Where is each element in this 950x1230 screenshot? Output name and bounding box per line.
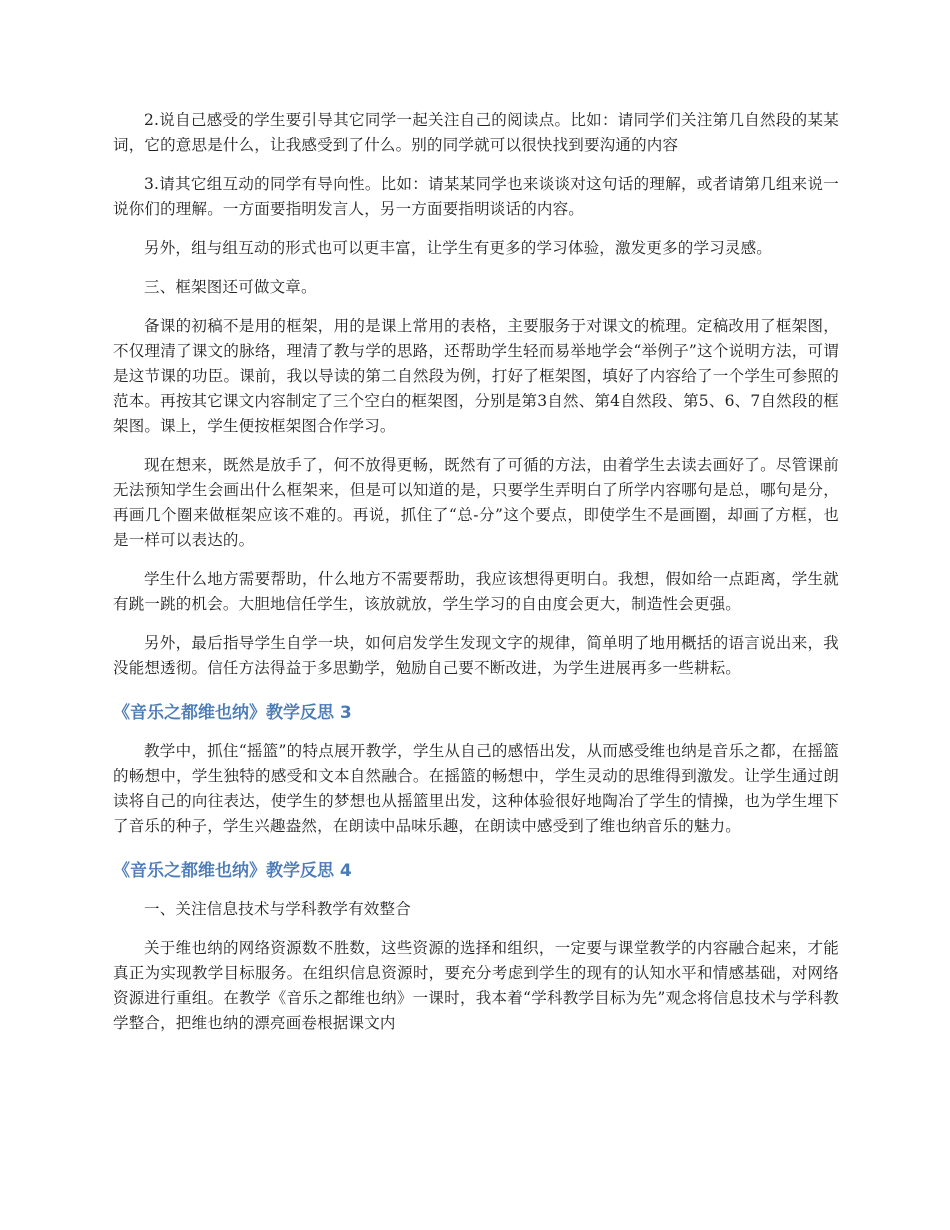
paragraph: 一、关注信息技术与学科教学有效整合 (144, 900, 411, 918)
paragraph: 三、框架图还可做文章。 (144, 278, 317, 296)
paragraph: 另外，组与组互动的形式也可以更丰富，让学生有更多的学习体验，激发更多的学习灵感。 (144, 239, 773, 257)
paragraph: 备课的初稿不是用的框架，用的是课上常用的表格，主要服务于对课文的梳理。定稿改用了框架图，不仅理清了课文的脉络，理清了教与学的思路，还帮助学生轻而易举地学会“举例子”这个说明方法，可谓是这节课的功臣。课前，我以导读的第二自然段为例，打好了框架图，填好了内容给了一个学生可参照的范本。再按其它课文内容制定了三个空白的框架图，分别是第3自然、第4自然段、第5、6、7自然段的框架图。课上，学生便按框架图合作学习。 (113, 317, 839, 435)
section-heading: 《音乐之都维也纳》教学反思 4 (113, 861, 352, 881)
paragraph: 现在想来，既然是放手了，何不放得更畅，既然有了可循的方法，由着学生去读去画好了。尽管课前无法预知学生会画出什么框架来，但是可以知道的是，只要学生弄明白了所学内容哪句是总，哪句是分，再画几个圈来做框架应该不难的。再说，抓住了“总-分”这个要点，即使学生不是画圈，却画了方框，也是一样可以表达的。 (113, 456, 839, 549)
paragraph: 教学中，抓住“摇篮”的特点展开教学，学生从自己的感悟出发，从而感受维也纳是音乐之都，在摇篮的畅想中，学生独特的感受和文本自然融合。在摇篮的畅想中，学生灵动的思维得到激发。让学生通过朗读将自己的向往表达，使学生的梦想也从摇篮里出发，这种体验很好地陶冶了学生的情操，也为学生埋下了音乐的种子，学生兴趣盎然，在朗读中品味乐趣，在朗读中感受到了维也纳音乐的魅力。 (113, 742, 839, 835)
document-page (113, 108, 839, 1050)
section-heading: 《音乐之都维也纳》教学反思 3 (113, 703, 352, 723)
paragraph: 另外，最后指导学生自学一块，如何启发学生发现文字的规律，简单明了地用概括的语言说出来，我没能想透彻。信任方法得益于多思勤学，勉励自己要不断改进，为学生进展再多一些耕耘。 (113, 634, 839, 677)
paragraph: 3.请其它组互动的同学有导向性。比如：请某某同学也来谈谈对这句话的理解，或者请第几组来说一说你们的理解。一方面要指明发言人，另一方面要指明谈话的内容。 (113, 175, 839, 218)
paragraph: 关于维也纳的网络资源数不胜数，这些资源的选择和组织，一定要与课堂教学的内容融合起来，才能真正为实现教学目标服务。在组织信息资源时，要充分考虑到学生的现有的认知水平和情感基础，对网络资源进行重组。在教学《音乐之都维也纳》一课时，我本着“学科教学目标为先”观念将信息技术与学科教学整合，把维也纳的漂亮画卷根据课文内 (113, 939, 839, 1032)
paragraph: 学生什么地方需要帮助，什么地方不需要帮助，我应该想得更明白。我想，假如给一点距离，学生就有跳一跳的机会。大胆地信任学生，该放就放，学生学习的自由度会更大，制造性会更强。 (113, 570, 839, 613)
paragraph: 2.说自己感受的学生要引导其它同学一起关注自己的阅读点。比如：请同学们关注第几自然段的某某词，它的意思是什么，让我感受到了什么。别的同学就可以很快找到要沟通的内容 (113, 111, 839, 154)
